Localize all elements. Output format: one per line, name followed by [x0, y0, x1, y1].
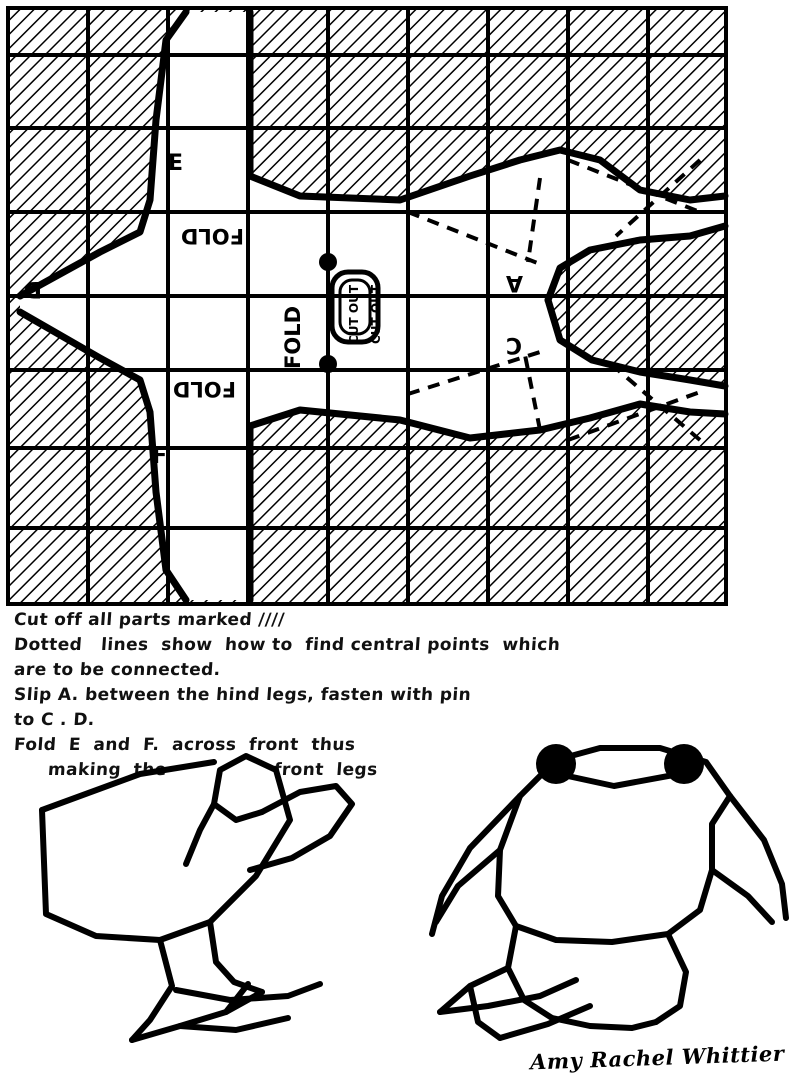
label-E: E — [168, 151, 184, 176]
instruction-line-4: Slip A. between the hind legs, fasten with pin — [13, 685, 472, 705]
instruction-line-7: making the front legs — [47, 760, 379, 780]
hatched-waste-area — [8, 8, 726, 604]
label-fold-bottom: FOLD — [172, 377, 236, 401]
label-fold-vertical: FOLD — [281, 305, 305, 369]
instruction-line-6: Fold E and F. across front thus — [13, 735, 357, 755]
label-fold-top: FOLD — [180, 224, 244, 248]
frog-sketches — [0, 700, 800, 1082]
instruction-line-2: Dotted lines show how to find central points which — [13, 635, 561, 655]
label-cut-out-1: CUT OUT — [347, 284, 361, 344]
label-D: D — [23, 276, 42, 301]
instruction-line-1: Cut off all parts marked //// — [13, 610, 286, 630]
instruction-line-5: to C . D. — [13, 710, 96, 730]
label-A: A — [505, 270, 523, 295]
artist-signature: Amy Rachel Whittier — [529, 1040, 785, 1075]
instruction-line-3: are to be connected. — [13, 660, 222, 680]
label-F: F — [152, 444, 168, 469]
label-cut-out-2: CUT OUT — [369, 284, 383, 344]
frog-sketch-side-view — [42, 756, 352, 1040]
label-C: C — [505, 332, 522, 357]
frog-sketch-front-view — [432, 744, 786, 1038]
